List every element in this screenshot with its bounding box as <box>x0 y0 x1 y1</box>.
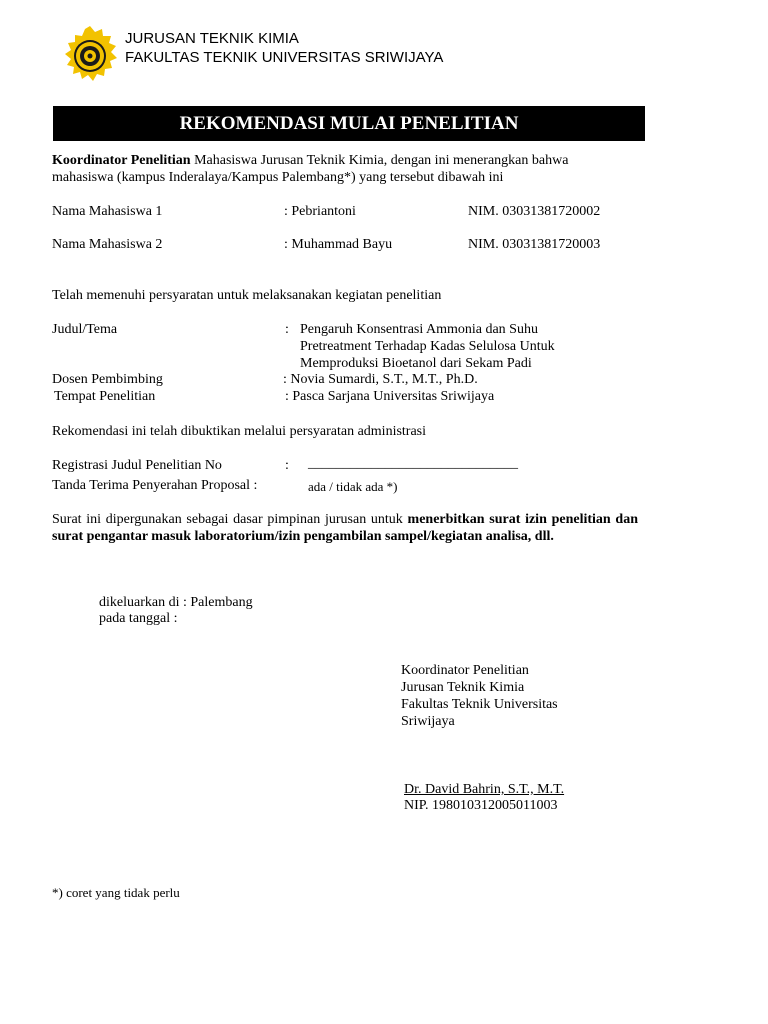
tempat-label: Tempat Penelitian <box>54 389 156 404</box>
purpose-paragraph <box>52 511 638 545</box>
registrasi-blank-field: ______________________________ <box>308 456 518 471</box>
issued-date: pada tanggal : <box>99 611 178 626</box>
judul-label: Judul/Tema <box>52 322 118 337</box>
signatory-nip: NIP. 198010312005011003 <box>404 798 558 813</box>
judul-line-3: Memproduksi Bioetanol dari Sekam Padi <box>300 356 532 371</box>
header-faculty: FAKULTAS TEKNIK UNIVERSITAS SRIWIJAYA <box>125 49 444 66</box>
tanda-terima-value: ada / tidak ada *) <box>308 479 398 494</box>
admin-text: Rekomendasi ini telah dibuktikan melalui persyaratan administrasi <box>52 424 427 439</box>
student-1-label: Nama Mahasiswa 1 <box>52 204 163 219</box>
intro-line-1 <box>52 153 568 169</box>
document-title-banner: REKOMENDASI MULAI PENELITIAN <box>53 106 645 141</box>
signatory-line-3: Fakultas Teknik Universitas <box>401 697 558 712</box>
student-2-name: : Muhammad Bayu <box>284 237 393 252</box>
judul-line-2: Pretreatment Terhadap Kadas Selulosa Untuk <box>300 339 555 354</box>
university-seal-icon <box>58 25 122 87</box>
student-2-label: Nama Mahasiswa 2 <box>52 237 163 252</box>
requirement-text: Telah memenuhi persyaratan untuk melaksanakan kegiatan penelitian <box>52 288 442 303</box>
student-2-nim: NIM. 03031381720003 <box>468 237 601 252</box>
registrasi-label: Registrasi Judul Penelitian No <box>52 458 222 473</box>
signatory-line-4: Sriwijaya <box>401 714 455 729</box>
header-department: JURUSAN TEKNIK KIMIA <box>125 30 299 47</box>
judul-colon: : <box>285 322 289 337</box>
dosen-value: : Novia Sumardi, S.T., M.T., Ph.D. <box>283 372 478 387</box>
tempat-value: : Pasca Sarjana Universitas Sriwijaya <box>285 389 495 404</box>
student-1-name: : Pebriantoni <box>284 204 356 219</box>
student-1-nim: NIM. 03031381720002 <box>468 204 601 219</box>
purpose-normal: Surat ini dipergunakan sebagai dasar pimpinan jurusan untuk <box>52 512 408 527</box>
judul-line-1: Pengaruh Konsentrasi Ammonia dan Suhu <box>300 322 538 337</box>
signatory-line-2: Jurusan Teknik Kimia <box>401 680 525 695</box>
intro-line-2: mahasiswa (kampus Inderalaya/Kampus Palembang*) yang tersebut dibawah ini <box>52 170 504 185</box>
signatory-name: Dr. David Bahrin, S.T., M.T. <box>404 782 565 797</box>
registrasi-colon: : <box>285 458 289 473</box>
issued-place: dikeluarkan di : Palembang <box>99 595 253 610</box>
footnote: *) coret yang tidak perlu <box>52 885 180 900</box>
signatory-line-1: Koordinator Penelitian <box>401 663 529 678</box>
dosen-label: Dosen Pembimbing <box>52 372 163 387</box>
intro-rest: Mahasiswa Jurusan Teknik Kimia, dengan ini menerangkan bahwa <box>190 153 569 168</box>
intro-bold-lead: Koordinator Penelitian <box>52 153 191 168</box>
purpose-bold: menerbitkan surat izin penelitian dan surat pengantar masuk laboratorium/izin pengambilan sampel/kegiatan analisa, dll. <box>52 512 638 544</box>
tanda-terima-label: Tanda Terima Penyerahan Proposal : <box>52 478 258 493</box>
